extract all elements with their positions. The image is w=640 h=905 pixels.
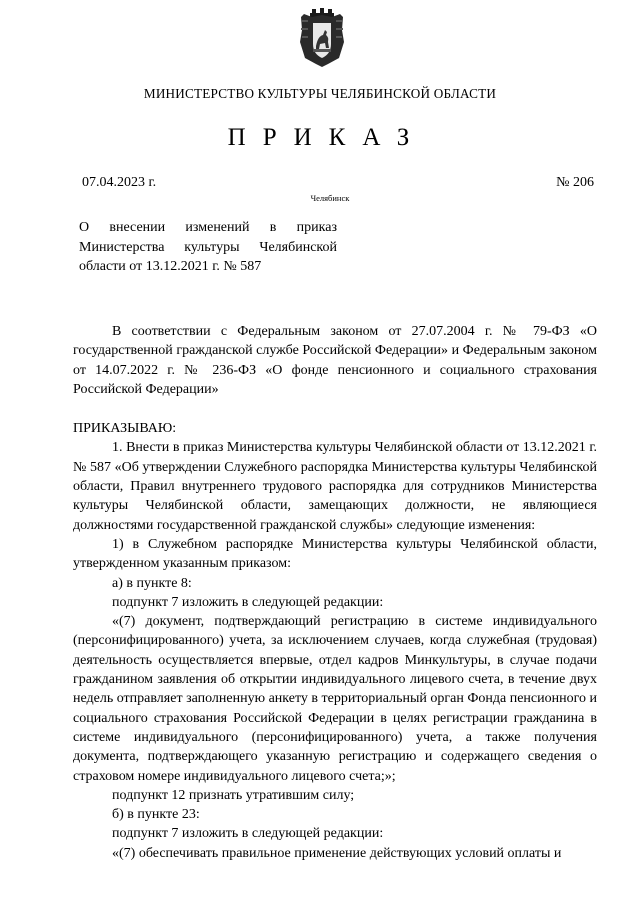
body-paragraph: подпункт 7 изложить в следующей редакции: (112, 826, 384, 842)
document-body (73, 322, 597, 863)
body-paragraph: а) в пункте 8: (112, 575, 192, 591)
body-paragraph: подпункт 7 изложить в следующей редакции: (112, 594, 384, 610)
document-number: № 206 (556, 175, 594, 190)
ministry-name: МИНИСТЕРСТВО КУЛЬТУРЫ ЧЕЛЯБИНСКОЙ ОБЛАСТИ (143, 86, 497, 101)
order-word: ПРИКАЗЫВАЮ: (73, 421, 177, 437)
document-type-title: ПРИКАЗ (227, 124, 427, 151)
document-subject: О внесении изменений в приказ Министерства культуры Челябинской области от 13.12.2021 г. № 587 (79, 220, 337, 275)
body-paragraph: «(7) обеспечивать правильное применение действующих условий оплаты и (112, 845, 562, 861)
document-city: Челябинск (310, 193, 350, 203)
body-paragraph: «(7) документ, подтверждающий регистрацию в системе индивидуального (персонифицированного) учета, за исключением случаев, когда служебная (трудовая) деятельность осуществляется впервые, отдел кадров Минкультуры, в случае подачи гражданином заявления об открытии индивидуального лицевого счета, в течение двух недель отправляет заполненную анкету в территориальный орган Фонда пенсионного и социального страхования Российской Федерации в целях регистрации гражданина в системе индивидуального (персонифицированного) учета, а также получения документа, подтверждающего указанную регистрацию и содержащего сведения о страховом номере индивидуального лицевого счета;»; (73, 614, 597, 784)
preamble-paragraph: В соответствии с Федеральным законом от 27.07.2004 г. № 79-ФЗ «О государственной гражданской службе Российской Федерации» и Федеральным законом от 14.07.2022 г. № 236-ФЗ «О фонде пенсионного и социального страхования Российской Федерации» (73, 324, 597, 397)
body-paragraph: б) в пункте 23: (112, 807, 200, 823)
body-paragraph: 1) в Служебном распорядке Министерства культуры Челябинской области, утвержденном указанным приказом: (73, 536, 597, 572)
document-date: 07.04.2023 г. (82, 175, 157, 190)
body-paragraph: подпункт 12 признать утратившим силу; (112, 787, 355, 803)
coat-of-arms-emblem (298, 8, 346, 68)
body-paragraph: 1. Внести в приказ Министерства культуры Челябинской области от 13.12.2021 г. № 587 «Об утверждении Служебного распорядка Министерства культуры Челябинской области, Правил внутреннего трудового распорядка для сотрудников Министерства культуры Челябинской области, замещающих должности, не являющиеся должностями государственной гражданской службы» следующие изменения: (73, 440, 597, 533)
